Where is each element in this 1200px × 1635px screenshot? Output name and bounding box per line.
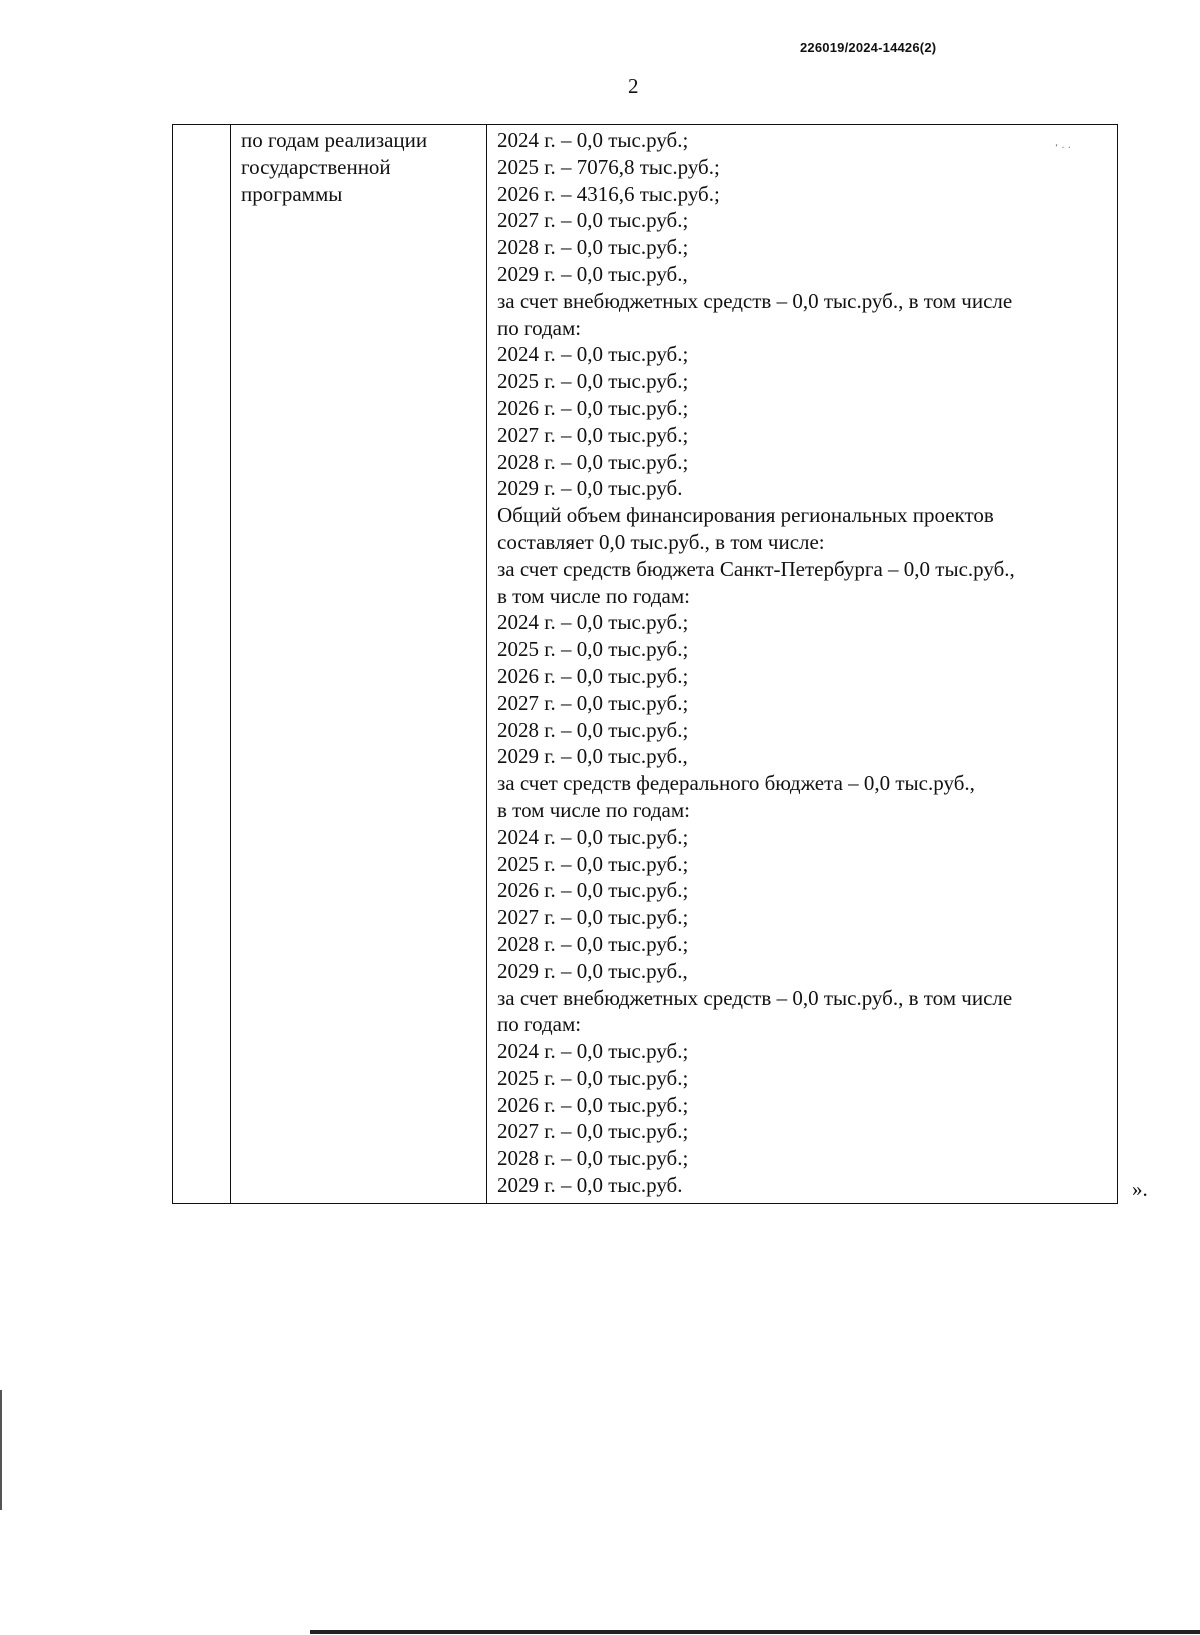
table-cell-parameter <box>231 125 487 1204</box>
parameter-text <box>231 125 486 207</box>
value-line: 2026 г. – 4316,6 тыс.руб.; <box>497 181 720 206</box>
value-line: 2025 г. – 7076,8 тыс.руб.; <box>497 154 720 179</box>
document-registration-number: 226019/2024-14426(2) <box>800 40 937 55</box>
value-line: в том числе по годам: <box>497 583 690 608</box>
value-line: 2025 г. – 0,0 тыс.руб.; <box>497 1065 689 1090</box>
value-text <box>487 125 1117 1199</box>
value-line: 2028 г. – 0,0 тыс.руб.; <box>497 1146 689 1171</box>
value-line: за счет средств бюджета Санкт-Петербурга – 0,0 тыс.руб., <box>497 556 1015 581</box>
value-line: 2026 г. – 0,0 тыс.руб.; <box>497 1092 689 1117</box>
value-line: за счет внебюджетных средств – 0,0 тыс.руб., в том числе <box>497 985 1013 1010</box>
value-line: по годам: <box>497 1012 582 1037</box>
value-line: 2029 г. – 0,0 тыс.руб., <box>497 261 688 286</box>
value-line: 2025 г. – 0,0 тыс.руб.; <box>497 637 689 662</box>
value-line: 2026 г. – 0,0 тыс.руб.; <box>497 878 689 903</box>
funding-table <box>172 124 1118 1204</box>
closing-quote: ». <box>1132 1177 1148 1201</box>
value-line: Общий объем финансирования региональных проектов <box>497 503 994 528</box>
value-line: по годам: <box>497 315 582 340</box>
value-line: 2024 г. – 0,0 тыс.руб.; <box>497 610 689 635</box>
value-line: 2025 г. – 0,0 тыс.руб.; <box>497 851 689 876</box>
value-line: 2026 г. – 0,0 тыс.руб.; <box>497 395 689 420</box>
page-number: 2 <box>628 74 639 98</box>
value-line: 2028 г. – 0,0 тыс.руб.; <box>497 717 689 742</box>
value-line: 2027 г. – 0,0 тыс.руб.; <box>497 208 689 233</box>
value-line: 2025 г. – 0,0 тыс.руб.; <box>497 369 689 394</box>
value-line: 2029 г. – 0,0 тыс.руб., <box>497 958 688 983</box>
scan-artifact: ‘ · · <box>1055 143 1071 154</box>
value-line: 2029 г. – 0,0 тыс.руб. <box>497 476 683 501</box>
value-line: 2028 г. – 0,0 тыс.руб.; <box>497 449 689 474</box>
value-line: 2027 г. – 0,0 тыс.руб.; <box>497 422 689 447</box>
value-line: за счет внебюджетных средств – 0,0 тыс.руб., в том числе <box>497 288 1013 313</box>
table-cell-index <box>173 125 231 1204</box>
value-line: составляет 0,0 тыс.руб., в том числе: <box>497 529 825 554</box>
parameter-line: государственной <box>241 154 391 179</box>
table-cell-value <box>487 125 1118 1204</box>
value-line: 2024 г. – 0,0 тыс.руб.; <box>497 128 689 152</box>
value-line: 2028 г. – 0,0 тыс.руб.; <box>497 931 689 956</box>
value-line: за счет средств федерального бюджета – 0,0 тыс.руб., <box>497 771 975 796</box>
value-line: 2027 г. – 0,0 тыс.руб.; <box>497 905 689 930</box>
parameter-line: по годам реализации <box>241 128 428 152</box>
table-row <box>173 125 1118 1204</box>
value-line: 2024 г. – 0,0 тыс.руб.; <box>497 342 689 367</box>
value-line: 2026 г. – 0,0 тыс.руб.; <box>497 663 689 688</box>
value-line: в том числе по годам: <box>497 797 690 822</box>
value-line: 2028 г. – 0,0 тыс.руб.; <box>497 235 689 260</box>
parameter-line: программы <box>241 181 343 206</box>
value-line: 2027 г. – 0,0 тыс.руб.; <box>497 1119 689 1144</box>
bottom-scan-rule <box>310 1630 1200 1634</box>
scan-edge-artifact <box>0 1390 2 1510</box>
value-line: 2024 г. – 0,0 тыс.руб.; <box>497 824 689 849</box>
value-line: 2029 г. – 0,0 тыс.руб., <box>497 744 688 769</box>
value-line: 2029 г. – 0,0 тыс.руб. <box>497 1173 683 1198</box>
value-line: 2024 г. – 0,0 тыс.руб.; <box>497 1039 689 1064</box>
value-line: 2027 г. – 0,0 тыс.руб.; <box>497 690 689 715</box>
